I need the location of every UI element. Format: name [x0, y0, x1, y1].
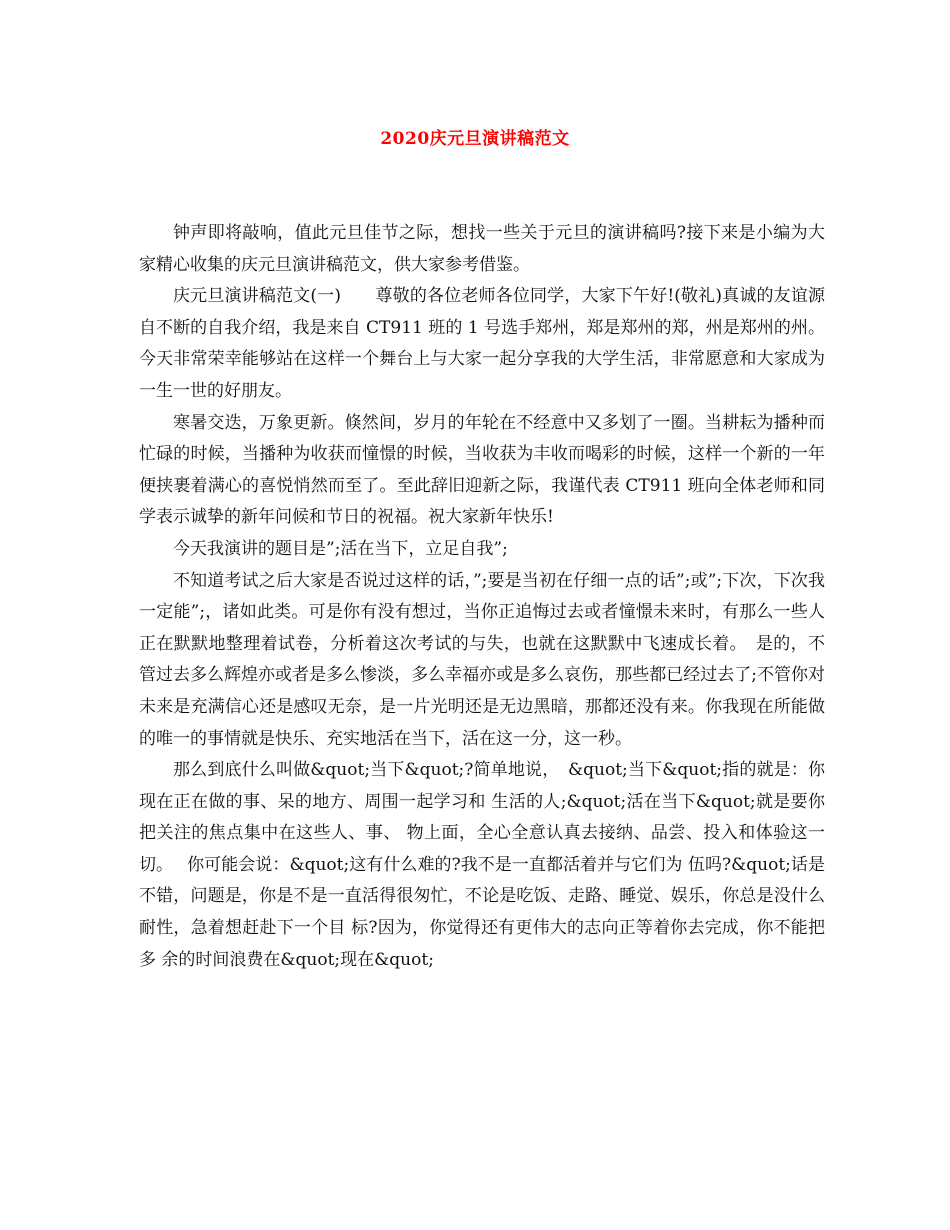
- paragraph-exam-reflection: 不知道考试之后大家是否说过这样的话，”;要是当初在仔细一点的话”;或”;下次，下次我一定能”;，诸如此类。可是你有没有想过，当你正追悔过去或者憧憬未来时，有那么一些人正在默默地整理着试卷，分析着这次考试的与失，也就在这默默中飞速成长着。 是的，不管过去多么辉煌亦或者是多么惨淡，多么幸福亦或是多么哀伤，那些都已经过去了;不管你对未来是充满信心还是感叹无奈，是一片光明还是无边黑暗，那都还没有来。你我现在所能做的唯一的事情就是快乐、充实地活在当下，活在这一分，这一秒。: [139, 570, 825, 749]
- paragraph-topic: 今天我演讲的题目是”;活在当下，立足自我”;: [173, 538, 508, 559]
- paragraph-living-now: 那么到底什么叫做&quot;当下&quot;?简单地说， &quot;当下&quot;指的就是：你现在正在做的事、呆的地方、周围一起学习和 生活的人;&quot;活在当下&quot;就是要你把关注的焦点集中在这些人、事、 物上面，全心全意认真去接纳、品尝、投入和体验这一切。 你可能会说：&quot;这有什么难的?我不是一直都活着并与它们为 伍吗?&quot;话是不错，问题是，你是不是一直活得很匆忙，不论是吃饭、走路、睡觉、娱乐，你总是没什么耐性，急着想赶赴下一个目 标?因为，你觉得还有更伟大的志向正等着你去完成，你不能把多 余的时间浪费在&quot;现在&quot;: [139, 760, 825, 970]
- paragraph-speech-one: 庆元旦演讲稿范文(一) 尊敬的各位老师各位同学，大家下午好!(敬礼)真诚的友谊源自不断的自我介绍，我是来自 CT911 班的 1 号选手郑州，郑是郑州的郑，州是郑州的州。今天非常荣幸能够站在这样一个舞台上与大家一起分享我的大学生活，非常愿意和大家成为一生一世的好朋友。: [139, 286, 825, 401]
- document-body: [139, 218, 825, 976]
- paragraph-intro: 钟声即将敲响，值此元旦佳节之际，想找一些关于元旦的演讲稿吗?接下来是小编为大家精心收集的庆元旦演讲稿范文，供大家参考借鉴。: [139, 223, 825, 275]
- document-title: 2020庆元旦演讲稿范文: [380, 129, 570, 149]
- paragraph-new-year: 寒暑交迭，万象更新。倏然间，岁月的年轮在不经意中又多划了一圈。当耕耘为播种而忙碌的时候，当播种为收获而憧憬的时候，当收获为丰收而喝彩的时候，这样一个新的一年便挟裹着满心的喜悦悄然而至了。至此辞旧迎新之际，我谨代表 CT911 班向全体老师和同学表示诚挚的新年问候和节日的祝福。祝大家新年快乐!: [139, 412, 825, 528]
